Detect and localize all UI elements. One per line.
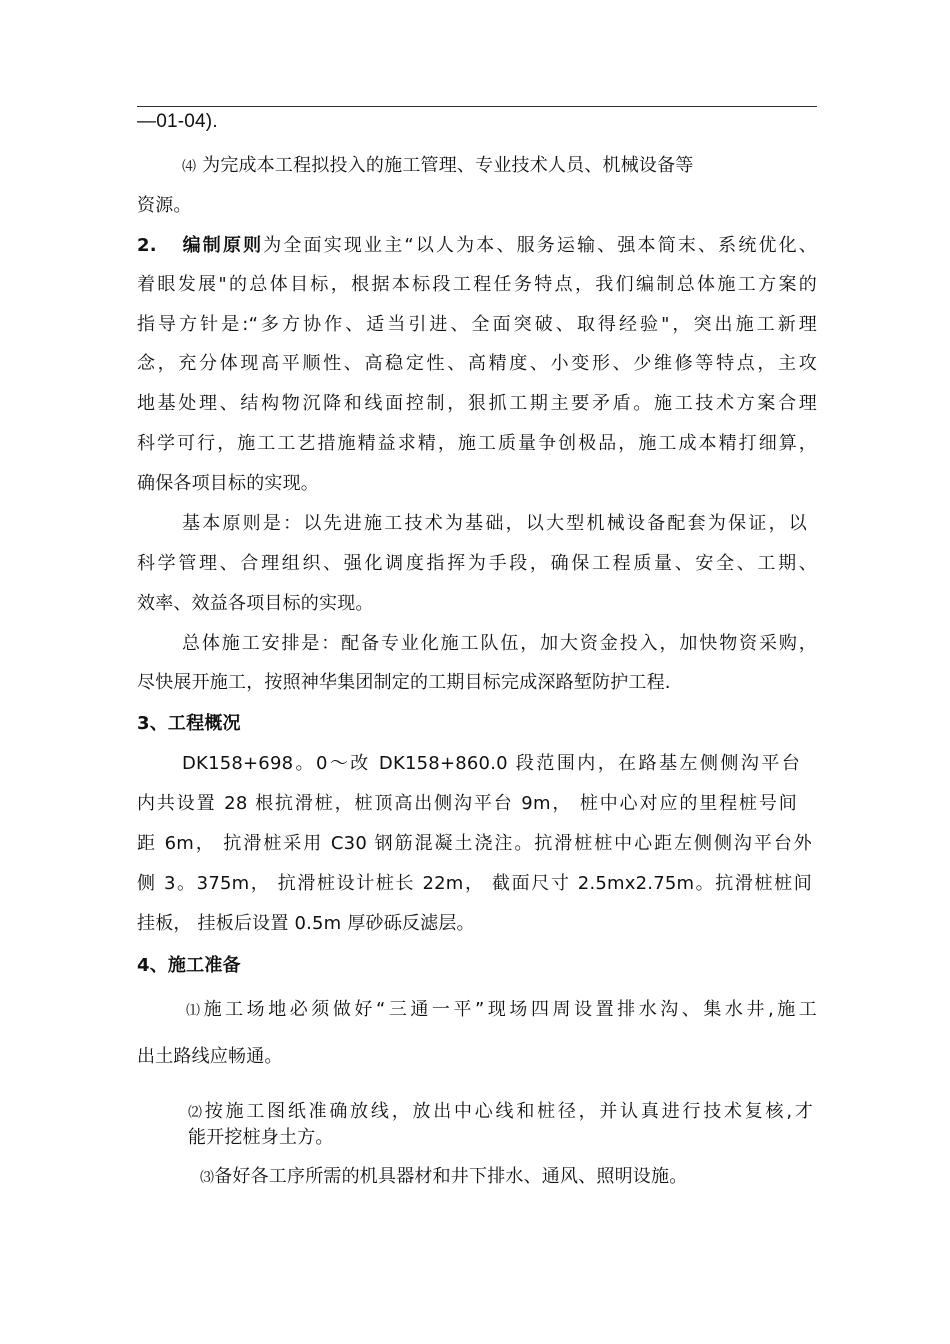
section-2-line-6: 科学可行，施工工艺措施精益求精，施工质量争创极品，施工成本精打细算， — [137, 433, 817, 454]
section-3-line-4: 侧 3。375m， 抗滑桩设计桩长 22m， 截面尺寸 2.5mx2.75m。抗滑桩桩间 — [137, 873, 812, 894]
section-3-title: 3、工程概况 — [137, 713, 241, 734]
section-4-item-3-line-1 — [200, 1165, 687, 1190]
section-4-item-1-number: ⑴ — [186, 1003, 204, 1019]
section-2-text: 为全面实现业主“以人为本、服务运输、强本简末、系统优化、 — [263, 235, 817, 256]
continuation-text: —01-04). — [137, 111, 218, 132]
section-2-number: 2. — [137, 235, 157, 256]
item-4-number: ⑷ — [182, 159, 197, 175]
basic-principle-line-2: 科学管理、合理组织、强化调度指挥为手段，确保工程质量、安全、工期、 — [137, 553, 817, 574]
item-4-line-2: 资源。 — [137, 195, 192, 216]
section-4-title: 4、施工准备 — [137, 955, 241, 976]
basic-principle-line-1: 基本原则是：以先进施工技术为基础，以大型机械设备配套为保证，以 — [182, 513, 807, 534]
section-4-item-3-text: 备好各工序所需的机具器材和井下排水、通风、照明设施。 — [214, 1166, 688, 1187]
section-3-line-1: DK158+698。0〜改 DK158+860.0 段范围内，在路基左侧侧沟平台 — [182, 753, 800, 774]
item-4-line-1 — [182, 154, 694, 179]
basic-principle-line-3: 效率、效益各项目标的实现。 — [137, 593, 374, 614]
section-4-item-1-line-1 — [186, 998, 817, 1023]
section-4-item-2-line-1 — [188, 1100, 813, 1125]
section-2-title: 编制原则 — [182, 235, 264, 256]
section-4-item-2-line-2: 能开挖桩身土方。 — [188, 1127, 334, 1148]
section-2-line-3: 指导方针是:“多方协作、适当引进、全面突破、取得经验"，突出施工新理 — [137, 314, 817, 335]
overall-arrangement-line-1: 总体施工安排是：配备专业化施工队伍，加大资金投入，加快物资采购， — [182, 633, 817, 654]
section-4-item-1-text: 施工场地必须做好“三通一平”现场四周设置排水沟、集水井,施工 — [203, 999, 818, 1020]
section-3-line-2: 内共设置 28 根抗滑桩，桩顶高出侧沟平台 9m， 桩中心对应的里程桩号间 — [137, 793, 797, 814]
section-2-line-7: 确保各项目标的实现。 — [137, 473, 319, 494]
section-4-item-2-text: 按施工图纸准确放线，放出中心线和桩径，并认真进行技术复核,才 — [204, 1101, 814, 1122]
section-3-line-5: 挂板， 挂板后设置 0.5m 厚砂砾反滤层。 — [137, 913, 475, 934]
section-2-line-1 — [137, 234, 817, 258]
item-4-text: 为完成本工程拟投入的施工管理、专业技术人员、机械设备等 — [202, 155, 694, 176]
overall-arrangement-line-2: 尽快展开施工，按照神华集团制定的工期目标完成深路堑防护工程. — [137, 672, 671, 693]
section-2-line-2: 着眼发展"的总体目标，根据本标段工程任务特点，我们编制总体施工方案的 — [137, 274, 817, 295]
header-rule — [137, 106, 817, 107]
section-2-line-4: 念，充分体现高平顺性、高稳定性、高精度、小变形、少维修等特点，主攻 — [137, 353, 817, 374]
section-4-item-2-number: ⑵ — [188, 1105, 205, 1121]
section-3-line-3: 距 6m， 抗滑桩采用 C30 钢筋混凝土浇注。抗滑桩桩中心距左侧侧沟平台外 — [137, 833, 812, 854]
section-4-item-1-line-2: 出土路线应畅通。 — [137, 1046, 283, 1067]
section-4-item-3-number: ⑶ — [200, 1170, 215, 1186]
section-2-line-5: 地基处理、结构物沉降和线面控制，狠抓工期主要矛盾。施工技术方案合理 — [137, 393, 817, 414]
